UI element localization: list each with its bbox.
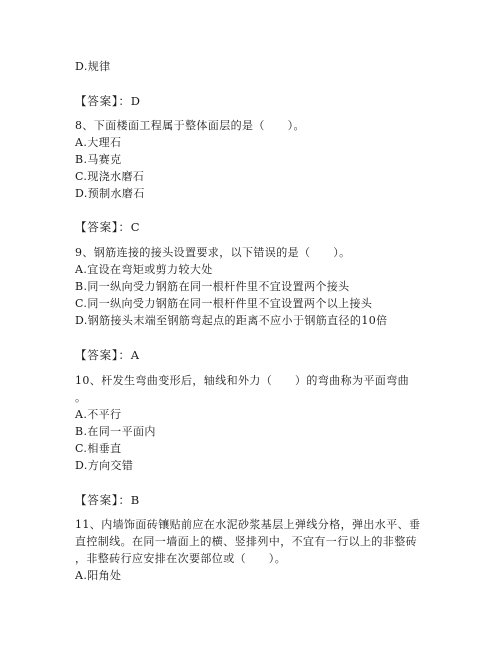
q9-option-b: B.同一纵向受力钢筋在同一根杆件里不宜设置两个接头 xyxy=(75,280,350,293)
q9-option-c: C.同一纵向受力钢筋在同一根杆件里不宜设置两个以上接头 xyxy=(75,297,373,310)
q8-option-a: A.大理石 xyxy=(75,136,122,149)
q7-option-d: D.规律 xyxy=(75,60,111,73)
q9-option-a: A.宜设在弯矩或剪力较大处 xyxy=(75,263,213,276)
q9-answer: 【答案】：A xyxy=(75,348,140,362)
q11-stem-line2: 直控制线。在同一墙面上的横、竖排列中，不宜有一行以上的非整砖 xyxy=(75,535,417,548)
q10-option-a: A.不平行 xyxy=(75,408,122,421)
q11-stem-line1: 11、内墙饰面砖镶贴前应在水泥砂浆基层上弹线分格，弹出水平、垂 xyxy=(75,518,421,531)
q8-option-d: D.预制水磨石 xyxy=(75,187,145,200)
q10-stem-line2: 。 xyxy=(75,391,87,404)
q7-answer: 【答案】：D xyxy=(75,94,141,108)
q8-answer: 【答案】：C xyxy=(75,220,141,234)
q8-stem: 8、下面楼面工程属于整体面层的是（ ）。 xyxy=(75,119,305,132)
q10-option-b: B.在同一平面内 xyxy=(75,425,156,438)
q10-stem-line1: 10、杆发生弯曲变形后，轴线和外力（ ）的弯曲称为平面弯曲 xyxy=(75,374,409,387)
q10-answer: 【答案】：B xyxy=(75,493,141,507)
q8-option-b: B.马赛克 xyxy=(75,153,122,166)
q10-option-d: D.方向交错 xyxy=(75,459,134,472)
q8-option-c: C.现浇水磨石 xyxy=(75,170,145,183)
q9-stem: 9、钢筋连接的接头设置要求，以下错误的是（ ）。 xyxy=(75,246,351,259)
q11-stem-line3: ，非整砖行应安排在次要部位或（ ）。 xyxy=(75,552,287,565)
q9-option-d: D.钢筋接头末端至钢筋弯起点的距离不应小于钢筋直径的10倍 xyxy=(75,314,388,327)
q10-option-c: C.相垂直 xyxy=(75,442,122,455)
q11-option-a: A.阳角处 xyxy=(75,569,122,582)
